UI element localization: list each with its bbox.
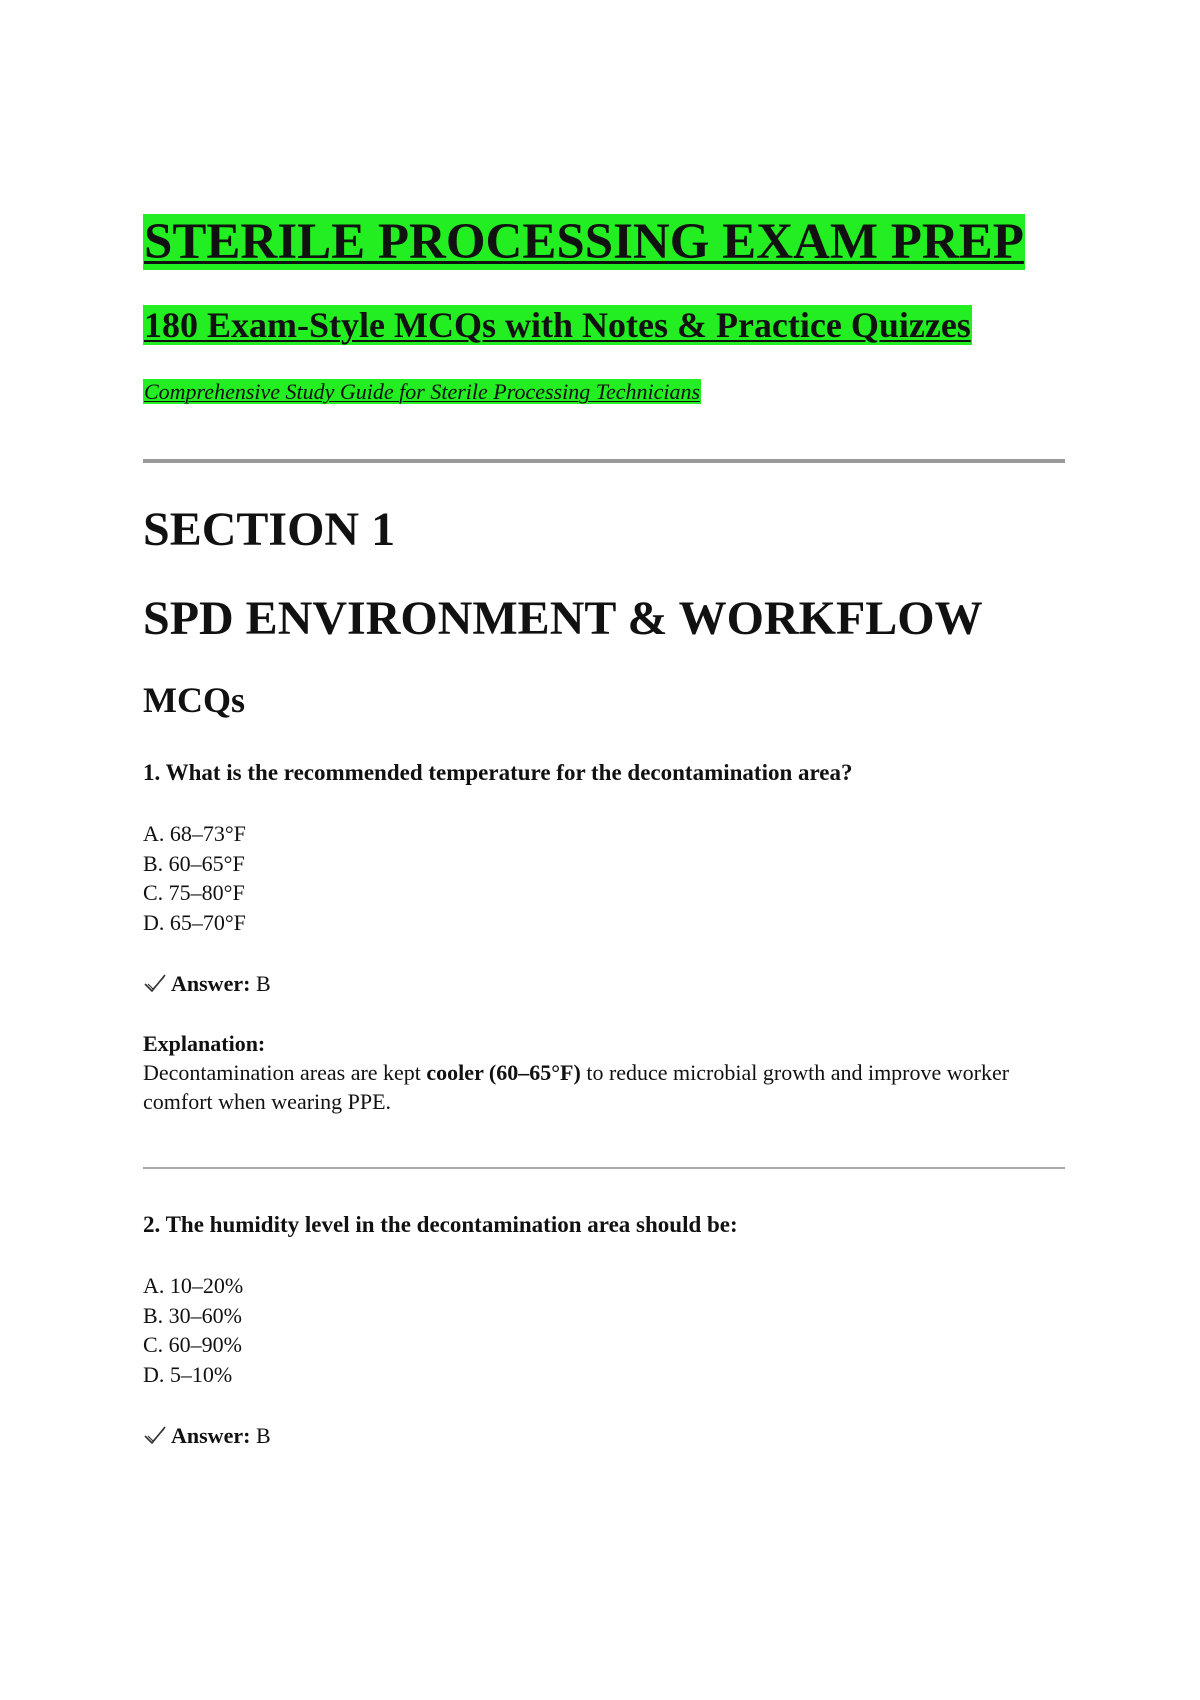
question-1-answer-label: Answer:: [171, 971, 251, 996]
document-title: [143, 212, 1025, 272]
explanation-text-emphasis: cooler (60–65°F): [426, 1060, 581, 1085]
check-icon: [143, 1424, 167, 1446]
section-number: SECTION 1: [143, 503, 396, 556]
question-1-answer-value: B: [255, 971, 271, 996]
header-divider: [143, 459, 1065, 463]
question-2-option-d: D. 5–10%: [143, 1361, 233, 1387]
document-tagline: [143, 377, 701, 407]
question-1-options: [143, 819, 246, 937]
question-1-option-b: B. 60–65°F: [143, 850, 245, 876]
check-icon: [143, 972, 167, 994]
question-1-option-a: A. 68–73°F: [143, 821, 246, 846]
explanation-text-end: to reduce microbial growth and improve worker comfort when wearing PPE.: [143, 1060, 1010, 1114]
question-1-option-c: C. 75–80°F: [143, 880, 245, 905]
question-2-prompt: 2. The humidity level in the decontamination area should be:: [143, 1212, 738, 1237]
question-2-options: [143, 1271, 243, 1389]
question-2-option-a: A. 10–20%: [143, 1273, 244, 1298]
question-1-answer: [143, 969, 271, 999]
question-1-prompt: 1. What is the recommended temperature for the decontamination area?: [143, 760, 853, 785]
explanation-text-start: Decontamination areas are kept: [143, 1060, 427, 1085]
question-2-answer-label: Answer:: [171, 1423, 251, 1448]
question-1-explanation-text: [143, 1058, 1065, 1116]
document-title-text: STERILE PROCESSING EXAM PREP: [144, 214, 1024, 270]
section-title: SPD ENVIRONMENT & WORKFLOW: [143, 592, 983, 645]
document-subtitle: [143, 303, 972, 347]
question-1-option-d: D. 65–70°F: [143, 909, 246, 935]
document-tagline-text: Comprehensive Study Guide for Sterile Processing Technicians: [144, 379, 701, 404]
question-1-explanation-label: Explanation:: [143, 1031, 266, 1056]
question-2-answer: [143, 1421, 271, 1451]
question-2-answer-value: B: [255, 1423, 271, 1448]
document-subtitle-text: 180 Exam-Style MCQs with Notes & Practice Quizzes: [144, 305, 971, 345]
question-2-option-b: B. 30–60%: [143, 1302, 242, 1328]
mcqs-heading: MCQs: [143, 680, 245, 720]
question-divider: [143, 1167, 1065, 1169]
question-2-option-c: C. 60–90%: [143, 1332, 242, 1357]
